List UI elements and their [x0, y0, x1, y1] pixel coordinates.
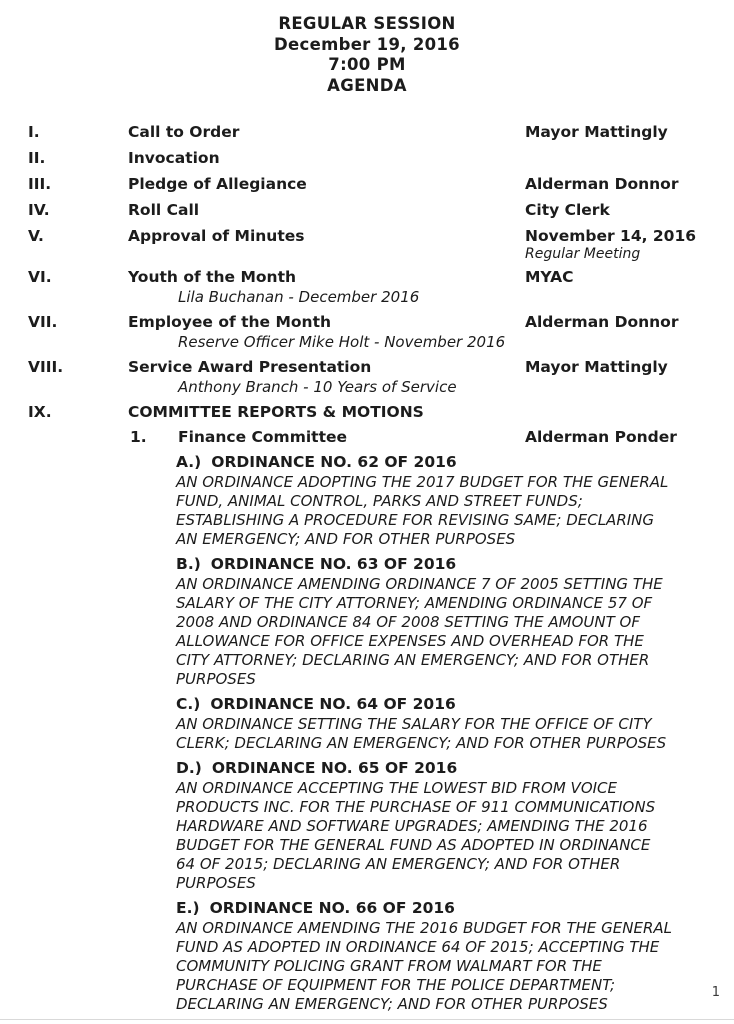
item-title: Youth of the Month: [128, 268, 297, 286]
ordinance-64: [176, 695, 674, 753]
item-assignee: Mayor Mattingly: [525, 123, 668, 141]
item-title: Service Award Presentation: [128, 358, 372, 376]
item-title: Approval of Minutes: [128, 227, 305, 245]
item-assignee-note: Regular Meeting: [525, 246, 641, 262]
agenda-item-call-to-order: [0, 123, 734, 142]
committee-number: 1.: [130, 428, 147, 446]
item-numeral: VII.: [28, 313, 58, 331]
item-assignee: Alderman Donnor: [525, 313, 679, 331]
agenda-item-roll-call: [0, 201, 734, 220]
session-date: December 19, 2016: [274, 34, 460, 54]
ordinance-label: B.): [176, 555, 201, 573]
document-header: [0, 14, 734, 96]
item-numeral: VI.: [28, 268, 52, 286]
item-assignee: November 14, 2016: [525, 227, 697, 245]
ordinance-title: ORDINANCE NO. 66 OF 2016: [209, 899, 455, 917]
ordinance-title: ORDINANCE NO. 65 OF 2016: [211, 759, 458, 777]
item-title: Pledge of Allegiance: [128, 175, 307, 193]
item-assignee: MYAC: [525, 268, 574, 286]
item-numeral: IX.: [28, 403, 52, 421]
item-assignee: Mayor Mattingly: [525, 358, 668, 376]
agenda-list: [0, 123, 734, 1014]
item-title: Roll Call: [128, 201, 200, 219]
ordinance-65: [176, 759, 674, 893]
ordinance-description: AN ORDINANCE ADOPTING THE 2017 BUDGET FOR THE GENERAL FUND, ANIMAL CONTROL, PARKS AND STREET FUNDS; ESTABLISHING A PROCEDURE FOR REVISING SAME; DECLARING AN EMERGENCY; AND FOR OTHER PURPOSES: [176, 473, 669, 548]
agenda-label: AGENDA: [327, 75, 407, 95]
item-title: Invocation: [128, 149, 220, 167]
item-assignee: Alderman Donnor: [525, 175, 679, 193]
item-detail: Lila Buchanan - December 2016: [178, 288, 420, 306]
ordinance-label: E.): [176, 899, 200, 917]
item-numeral: III.: [28, 175, 52, 193]
committee-assignee: Alderman Ponder: [525, 428, 677, 446]
item-assignee: [525, 149, 734, 168]
page-edge: [0, 1019, 734, 1020]
ordinance-list: [176, 453, 674, 1014]
session-time: 7:00 PM: [328, 55, 406, 74]
agenda-item-service-award: [0, 358, 734, 397]
item-title: Employee of the Month: [128, 313, 332, 331]
ordinance-description: AN ORDINANCE AMENDING ORDINANCE 7 OF 2005 SETTING THE SALARY OF THE CITY ATTORNEY; AMENDING ORDINANCE 57 OF 2008 AND ORDINANCE 84 OF 2008 SETTING THE AMOUNT OF ALLOWANCE FOR OFFICE EXPENSES AND OVERHEAD FOR THE CITY ATTORNEY; DECLARING AN EMERGENCY; AND FOR OTHER PURPOSES: [176, 575, 663, 688]
item-numeral: V.: [28, 227, 44, 245]
item-numeral: IV.: [28, 201, 50, 219]
item-title: COMMITTEE REPORTS & MOTIONS: [128, 403, 424, 421]
agenda-item-pledge: [0, 175, 734, 194]
agenda-item-invocation: [0, 149, 734, 168]
ordinance-description: AN ORDINANCE ACCEPTING THE LOWEST BID FROM VOICE PRODUCTS INC. FOR THE PURCHASE OF 911 COMMUNICATIONS HARDWARE AND SOFTWARE UPGRADES; AMENDING THE 2016 BUDGET FOR THE GENERAL FUND AS ADOPTED IN ORDINANCE 64 OF 2015; DECLARING AN EMERGENCY; AND FOR OTHER PURPOSES: [176, 779, 656, 892]
ordinance-label: A.): [176, 453, 202, 471]
committee-name: Finance Committee: [178, 428, 348, 446]
ordinance-title: ORDINANCE NO. 64 OF 2016: [210, 695, 456, 713]
item-detail: Reserve Officer Mike Holt - November 2016: [178, 333, 506, 351]
page-number: 1: [711, 985, 720, 1000]
ordinance-label: C.): [176, 695, 201, 713]
agenda-item-minutes: [0, 227, 734, 263]
finance-committee-row: [0, 428, 734, 447]
item-numeral: VIII.: [28, 358, 64, 376]
ordinance-label: D.): [176, 759, 202, 777]
agenda-item-employee-of-month: [0, 313, 734, 352]
item-assignee: [525, 403, 734, 422]
agenda-item-youth-of-month: [0, 268, 734, 307]
item-assignee: City Clerk: [525, 201, 610, 219]
item-title: Call to Order: [128, 123, 240, 141]
agenda-item-committee-reports: [0, 403, 734, 422]
item-numeral: II.: [28, 149, 46, 167]
ordinance-62: [176, 453, 674, 549]
item-detail: Anthony Branch - 10 Years of Service: [178, 378, 457, 396]
ordinance-66: [176, 899, 674, 1014]
ordinance-title: ORDINANCE NO. 62 OF 2016: [211, 453, 457, 471]
session-title: REGULAR SESSION: [278, 14, 456, 33]
ordinance-description: AN ORDINANCE AMENDING THE 2016 BUDGET FOR THE GENERAL FUND AS ADOPTED IN ORDINANCE 64 OF 2015; ACCEPTING THE COMMUNITY POLICING GRANT FROM WALMART FOR THE PURCHASE OF EQUIPMENT FOR THE POLICE DEPARTMENT; DECLARING AN EMERGENCY; AND FOR OTHER PURPOSES: [176, 919, 672, 1013]
item-numeral: I.: [28, 123, 40, 141]
ordinance-title: ORDINANCE NO. 63 OF 2016: [210, 555, 457, 573]
ordinance-63: [176, 555, 674, 689]
ordinance-description: AN ORDINANCE SETTING THE SALARY FOR THE OFFICE OF CITY CLERK; DECLARING AN EMERGENCY; AND FOR OTHER PURPOSES: [176, 715, 667, 752]
